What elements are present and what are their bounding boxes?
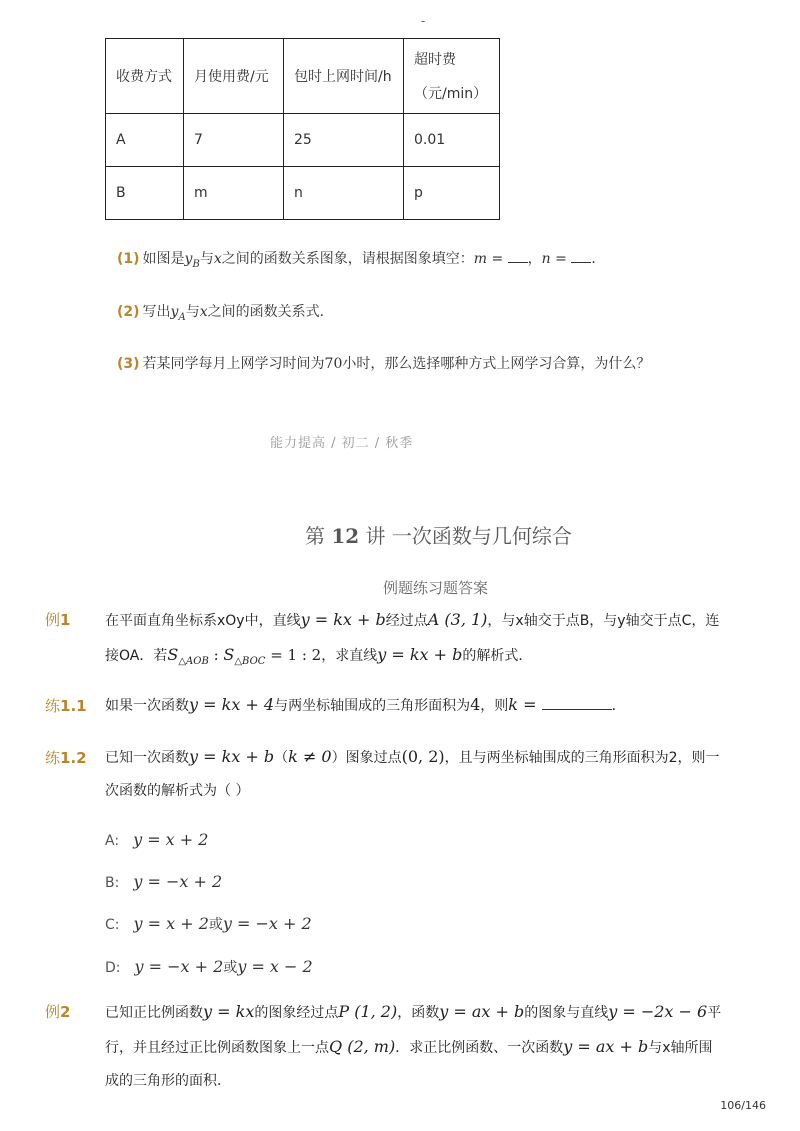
math-var: n <box>541 251 551 267</box>
math-var: S <box>167 645 179 664</box>
math-expr: y = ax + b <box>563 1037 649 1056</box>
problem-text: 接OA．若 <box>105 648 168 664</box>
math-equals: = <box>487 251 508 267</box>
problem-text: ）图象过点 <box>331 750 402 766</box>
math-expr: y = kx + b <box>377 645 463 664</box>
problem-text: ．求正比例函数、一次函数 <box>395 1040 564 1056</box>
text-line <box>105 740 725 775</box>
label-number: 1.1 <box>60 697 87 715</box>
question-3 <box>117 353 650 373</box>
problem-label-ex2 <box>45 1001 70 1022</box>
math-subscript: A <box>178 311 186 323</box>
question-text: 之间的函数关系式． <box>207 304 334 320</box>
math-expr: A (3, 1) <box>427 610 488 629</box>
label-prefix: 练 <box>45 697 61 715</box>
math-expr: y = kx + 4 <box>189 695 275 714</box>
math-var: k <box>508 695 518 714</box>
label-number: 1 <box>60 611 71 629</box>
table-header-cell <box>404 39 500 114</box>
option-expr: y = −x + 2 <box>133 872 223 891</box>
problem-text: （ <box>274 750 289 766</box>
problem-text: 的图象与直线 <box>524 1005 609 1021</box>
table-cell: 7 <box>184 114 284 167</box>
math-number: 4 <box>470 695 481 714</box>
option-letter: C: <box>105 917 120 933</box>
math-equals: = <box>550 251 572 267</box>
lesson-suffix: 讲 一次函数与几何综合 <box>359 524 572 548</box>
option-expr: y = −x + 2 <box>222 914 312 933</box>
question-number: (1) <box>117 251 140 267</box>
math-var: x <box>199 304 208 320</box>
math-expr: P (1, 2) <box>338 1002 398 1021</box>
question-text: 与 <box>185 304 200 320</box>
question-text: 若某同学每月上网学习时间为 <box>142 356 325 372</box>
math-equals: = <box>517 695 542 714</box>
problem-ex1-text <box>105 603 725 678</box>
question-number: (3) <box>117 356 140 372</box>
table-cell: m <box>184 167 284 220</box>
answer-blank[interactable] <box>542 697 612 710</box>
option-letter: B: <box>105 875 120 891</box>
option-d[interactable] <box>105 957 313 977</box>
table-cell: A <box>106 114 184 167</box>
table-header-row <box>106 39 500 114</box>
option-expr: y = x − 2 <box>237 957 313 976</box>
question-text: 写出 <box>142 304 171 320</box>
option-b[interactable] <box>105 872 222 891</box>
problem-text: 经过点 <box>385 613 428 629</box>
option-or: 或 <box>208 917 223 933</box>
table-header-cell: 包时上网时间/h <box>284 39 404 114</box>
math-expr: = 1 : 2 <box>265 646 322 664</box>
problem-label-p11 <box>45 695 87 716</box>
problem-text: 平 <box>707 1005 722 1021</box>
header-overtime-label: 超时费 <box>414 52 456 68</box>
problem-text: 已知正比例函数 <box>105 1005 203 1021</box>
math-var: y <box>170 304 179 320</box>
table-row <box>106 114 500 167</box>
math-number: 70 <box>324 356 343 372</box>
problem-text: 成的三角形的面积． <box>105 1073 231 1089</box>
top-dash: - <box>421 14 426 28</box>
math-expr: y = kx + b <box>189 747 275 766</box>
problem-text: 次函数的解析式为（ ） <box>105 783 250 799</box>
problem-text: ，求直线 <box>321 648 378 664</box>
problem-text: ，则 <box>480 698 509 714</box>
math-expr: y = kx <box>203 1002 255 1021</box>
text-line <box>105 603 725 638</box>
table-row <box>106 167 500 220</box>
table-cell: B <box>106 167 184 220</box>
problem-text: 已知一次函数 <box>105 750 189 766</box>
problem-ex2-text <box>105 995 745 1098</box>
table-cell: 0.01 <box>404 114 500 167</box>
option-a[interactable] <box>105 830 208 849</box>
table-cell: n <box>284 167 404 220</box>
problem-p11-text <box>105 688 725 723</box>
option-or: 或 <box>223 960 238 976</box>
question-text: 与 <box>199 251 214 267</box>
lesson-prefix: 第 <box>305 524 332 548</box>
question-text: ， <box>527 251 542 267</box>
question-text: 小时，那么选择哪种方式上网学习合算，为什么？ <box>342 356 651 372</box>
lesson-number: 12 <box>331 524 360 548</box>
table-cell: 25 <box>284 114 404 167</box>
math-expr: (0, 2) <box>401 747 445 766</box>
question-text: 如图是 <box>142 251 185 267</box>
problem-text: ，与x轴交于点B，与y轴交于点C，连 <box>487 613 720 629</box>
math-subscript: B <box>192 258 200 270</box>
header-overtime-unit: （元/min） <box>414 86 488 102</box>
math-var: y <box>184 251 193 267</box>
math-var: S <box>223 645 235 664</box>
option-expr: y = −x + 2 <box>134 957 224 976</box>
math-expr: k ≠ 0 <box>288 747 332 766</box>
problem-p12-text <box>105 740 725 808</box>
problem-text: 行，并且经过正比例函数图象上一点 <box>105 1040 329 1056</box>
question-text: 之间的函数关系图象，请根据图象填空： <box>221 251 474 267</box>
math-var: m <box>473 251 488 267</box>
label-prefix: 练 <box>45 749 61 767</box>
section-subtitle: 例题练习题答案 <box>383 579 489 597</box>
label-prefix: 例 <box>45 1003 61 1021</box>
problem-text: ，且与两坐标轴围成的三角形面积为2，则一 <box>444 750 720 766</box>
problem-text: 的图象经过点 <box>254 1005 339 1021</box>
problem-text: 在平面直角坐标系xOy中，直线 <box>105 613 301 629</box>
table-cell: p <box>404 167 500 220</box>
table-header-cell: 收费方式 <box>106 39 184 114</box>
option-expr: y = x + 2 <box>133 914 209 933</box>
problem-text: ，函数 <box>397 1005 440 1021</box>
table-header-cell: 月使用费/元 <box>184 39 284 114</box>
label-number: 2 <box>60 1003 71 1021</box>
problem-text: 的解析式． <box>462 648 533 664</box>
math-expr: y = −2x − 6 <box>608 1002 708 1021</box>
answer-blank[interactable] <box>571 252 591 263</box>
option-expr: y = x + 2 <box>133 830 209 849</box>
problem-text: 与x轴所围 <box>648 1040 713 1056</box>
text-line <box>105 995 745 1030</box>
math-subscript: △BOC <box>234 655 266 667</box>
option-letter: A: <box>105 833 120 849</box>
breadcrumb: 能力提高 / 初二 / 秋季 <box>270 436 414 451</box>
text-line <box>105 1030 745 1065</box>
problem-text: ． <box>611 698 626 714</box>
text-line <box>105 638 725 678</box>
math-var: x <box>213 251 222 267</box>
math-expr: y = kx + b <box>300 610 386 629</box>
problem-label-ex1 <box>45 609 70 630</box>
label-prefix: 例 <box>45 611 61 629</box>
question-2 <box>117 301 334 323</box>
math-subscript: △AOB <box>178 655 209 667</box>
label-number: 1.2 <box>60 749 87 767</box>
answer-blank[interactable] <box>508 252 528 263</box>
option-letter: D: <box>105 960 121 976</box>
math-expr: Q (2, m) <box>329 1037 396 1056</box>
problem-text: 与两坐标轴围成的三角形面积为 <box>274 698 471 714</box>
lesson-title <box>305 520 572 549</box>
text-line <box>105 1065 745 1098</box>
option-c[interactable] <box>105 914 312 934</box>
math-expr: y = ax + b <box>439 1002 525 1021</box>
question-1 <box>117 248 605 270</box>
fee-table <box>105 38 500 220</box>
question-text: ． <box>591 251 606 267</box>
page-number: 106/146 <box>720 1099 766 1112</box>
problem-label-p12 <box>45 747 87 768</box>
math-op: : <box>208 646 224 664</box>
question-number: (2) <box>117 304 140 320</box>
text-line <box>105 775 725 808</box>
problem-text: 如果一次函数 <box>105 698 189 714</box>
